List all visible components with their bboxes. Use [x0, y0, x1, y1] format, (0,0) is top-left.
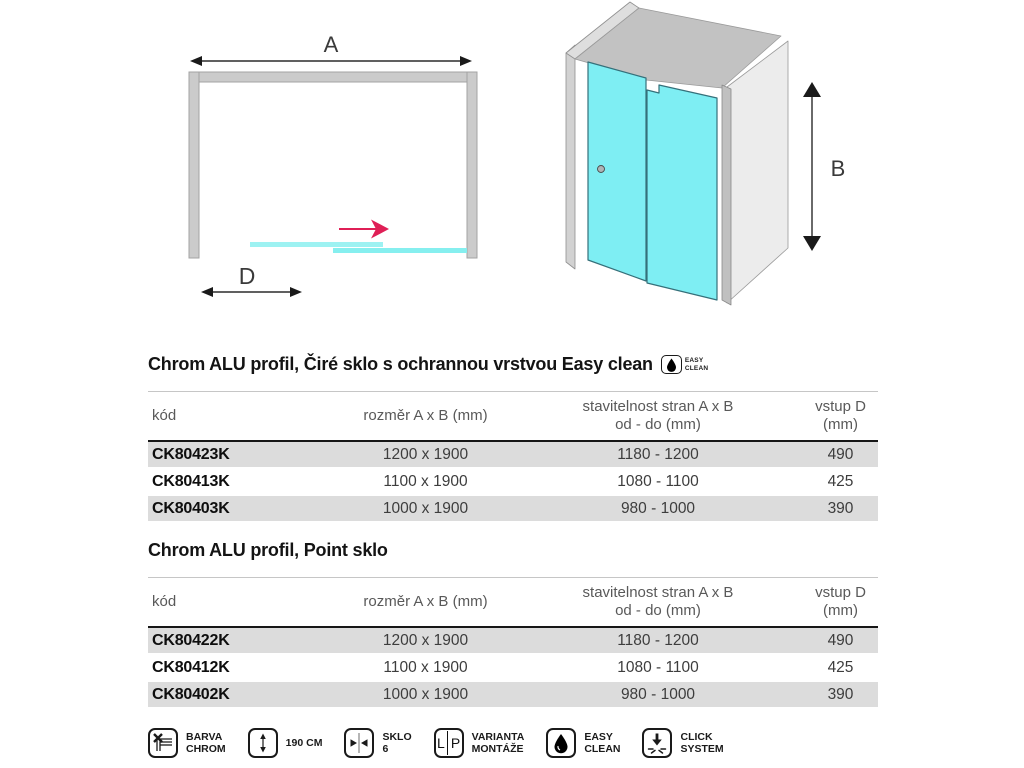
product-code-cell: CK80412K: [148, 654, 338, 681]
feature-easy-clean: [546, 728, 620, 758]
product-code-cell: CK80403K: [148, 495, 338, 522]
plan-view-diagram: [182, 25, 484, 300]
plan-walls: [189, 72, 477, 258]
col-header-adjust: stavitelnost stran A x B od - do (mm): [582, 398, 734, 433]
feature-mount-variant: [434, 728, 525, 758]
product-code-cell: CK80402K: [148, 681, 338, 708]
value-cell: 1180 - 1200: [513, 627, 803, 654]
feature-label: SKLO 6: [382, 730, 412, 755]
feature-click-system: [642, 728, 723, 758]
value-cell: 1100 x 1900: [338, 654, 513, 681]
table-row: [148, 627, 878, 654]
isometric-shower-diagram: [550, 0, 860, 320]
value-cell: 490: [803, 627, 878, 654]
value-cell: 1000 x 1900: [338, 681, 513, 708]
easy-clean-badge: [661, 355, 708, 374]
glass-thickness-icon: [344, 728, 374, 758]
table-row: [148, 495, 878, 522]
section-title-point: [148, 540, 388, 561]
value-cell: 1200 x 1900: [338, 627, 513, 654]
value-cell: 1080 - 1100: [513, 654, 803, 681]
value-cell: 390: [803, 681, 878, 708]
letter-p: P: [450, 735, 461, 751]
table-row: [148, 468, 878, 495]
col-header-entry: vstup D (mm): [815, 398, 866, 433]
dimension-a-label: A: [323, 32, 339, 57]
value-cell: 980 - 1000: [513, 681, 803, 708]
table-row: [148, 654, 878, 681]
value-cell: 1200 x 1900: [338, 441, 513, 468]
spec-table-point: [148, 577, 878, 709]
section-title-text: Chrom ALU profil, Point sklo: [148, 540, 388, 560]
easy-clean-drop-icon: [661, 355, 682, 374]
feature-label: VARIANTA MONTÁŽE: [471, 730, 525, 755]
feature-icon-row: [148, 728, 724, 758]
feature-label: EASY CLEAN: [584, 730, 621, 755]
table-header-row: [148, 392, 878, 442]
section-title-easy-clean: [148, 354, 708, 375]
dimension-d-label: D: [238, 263, 256, 289]
value-cell: 425: [803, 468, 878, 495]
easy-clean-icon: [546, 728, 576, 758]
value-cell: 390: [803, 495, 878, 522]
click-system-icon: [642, 728, 672, 758]
chrome-color-icon: [148, 728, 178, 758]
value-cell: 1180 - 1200: [513, 441, 803, 468]
col-header-code: kód: [152, 406, 177, 424]
feature-label: BARVA CHROM: [186, 730, 226, 755]
col-header-code: kód: [152, 592, 177, 610]
value-cell: 425: [803, 654, 878, 681]
col-header-adjust: stavitelnost stran A x B od - do (mm): [582, 584, 734, 619]
mount-variant-icon: [434, 728, 464, 758]
plan-glass-panels: [250, 242, 467, 253]
value-cell: 1100 x 1900: [338, 468, 513, 495]
value-cell: 1000 x 1900: [338, 495, 513, 522]
table-header-row: [148, 578, 878, 628]
easy-clean-badge-text: EASY CLEAN: [684, 357, 709, 372]
col-header-size: rozměr A x B (mm): [363, 406, 488, 424]
glass-door-panels: [588, 62, 717, 300]
dimension-a-arrow: [190, 56, 472, 66]
table-row: [148, 681, 878, 708]
feature-glass-thickness: [344, 728, 411, 758]
product-code-cell: CK80423K: [148, 441, 338, 468]
feature-label: CLICK SYSTEM: [680, 730, 724, 755]
dimension-b-arrow: [803, 82, 821, 251]
value-cell: 1080 - 1100: [513, 468, 803, 495]
product-code-cell: CK80422K: [148, 627, 338, 654]
height-icon: [248, 728, 278, 758]
col-header-size: rozměr A x B (mm): [363, 592, 488, 610]
feature-height: [248, 728, 323, 758]
spec-table-easy-clean: [148, 391, 878, 523]
dimension-b-label: B: [830, 156, 846, 181]
door-handle: [598, 166, 605, 173]
section-title-text: Chrom ALU profil, Čiré sklo s ochrannou vrstvou Easy clean: [148, 354, 653, 374]
value-cell: 490: [803, 441, 878, 468]
letter-l: L: [437, 735, 445, 751]
table-row: [148, 441, 878, 468]
col-header-entry: vstup D (mm): [815, 584, 866, 619]
feature-chrome-color: [148, 728, 226, 758]
product-code-cell: CK80413K: [148, 468, 338, 495]
feature-label: 190 CM: [285, 736, 323, 749]
slide-direction-arrow: [339, 220, 389, 239]
value-cell: 980 - 1000: [513, 495, 803, 522]
